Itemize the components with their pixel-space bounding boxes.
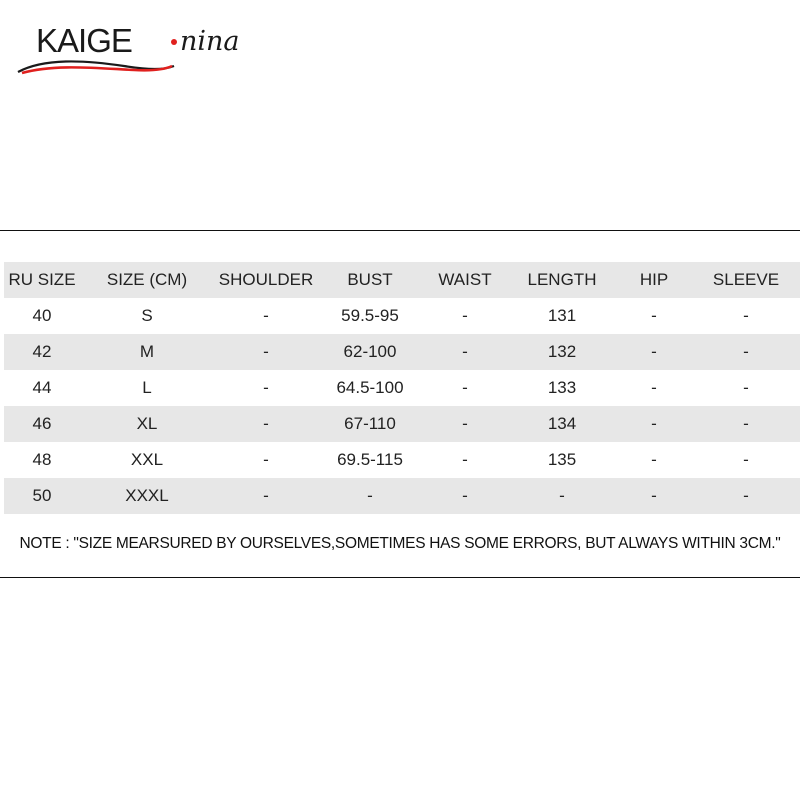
cell-hip: - [651,414,657,433]
cell-ru-size: 50 [32,486,52,505]
cell-bust: 69.5-115 [337,450,403,469]
cell-bust: 67-110 [344,414,396,433]
cell-length: 135 [547,450,577,469]
cell-length: 133 [547,378,577,397]
cell-ru-size: 42 [32,342,52,361]
cell-waist: - [462,342,468,361]
header-length: LENGTH [527,270,597,289]
table-row [4,406,800,442]
cell-bust: 59.5-95 [341,306,399,325]
table-row [4,370,800,406]
measurement-note: NOTE : "SIZE MEARSURED BY OURSELVES,SOMETIMES HAS SOME ERRORS, BUT ALWAYS WITHIN 3CM." [19,535,781,552]
header-shoulder: SHOULDER [218,270,314,289]
cell-sleeve: - [743,342,749,361]
cell-waist: - [462,306,468,325]
brand-name-sub: nina [180,26,240,57]
bottom-divider [0,577,800,578]
cell-sleeve: - [743,306,749,325]
cell-size-cm: L [142,378,152,397]
header-sleeve: SLEEVE [712,270,780,289]
cell-ru-size: 40 [32,306,52,325]
header-size-cm: SIZE (CM) [106,270,188,289]
cell-ru-size: 46 [32,414,52,433]
cell-ru-size: 44 [32,378,52,397]
table-row [4,334,800,370]
cell-waist: - [462,450,468,469]
table-header-row [4,262,800,298]
cell-bust: - [367,486,373,505]
cell-sleeve: - [743,450,749,469]
cell-bust: 62-100 [343,342,397,361]
cell-length: - [559,486,565,505]
cell-hip: - [651,450,657,469]
cell-shoulder: - [263,486,269,505]
cell-length: 132 [547,342,577,361]
cell-sleeve: - [743,486,749,505]
cell-shoulder: - [263,306,269,325]
cell-sleeve: - [743,414,749,433]
brand-name-main: KAIGE [36,22,132,59]
top-divider [0,230,800,231]
table-row [4,298,800,334]
cell-shoulder: - [263,414,269,433]
cell-size-cm: S [141,306,153,325]
cell-hip: - [651,306,657,325]
header-ru-size: RU SIZE [8,270,76,289]
cell-length: 134 [547,414,577,433]
cell-bust: 64.5-100 [336,378,404,397]
cell-waist: - [462,378,468,397]
header-bust: BUST [347,270,393,289]
cell-waist: - [462,486,468,505]
cell-shoulder: - [263,342,269,361]
size-chart-table [4,262,800,514]
cell-waist: - [462,414,468,433]
cell-size-cm: M [139,342,155,361]
table-row [4,442,800,478]
cell-size-cm: XXL [130,450,164,469]
cell-size-cm: XXXL [125,486,169,505]
cell-shoulder: - [263,378,269,397]
header-hip: HIP [639,270,669,289]
cell-hip: - [651,486,657,505]
table-row [4,478,800,514]
cell-hip: - [651,378,657,397]
header-waist: WAIST [438,270,492,289]
cell-ru-size: 48 [32,450,52,469]
brand-logo [14,18,254,76]
cell-shoulder: - [263,450,269,469]
cell-hip: - [651,342,657,361]
brand-dot [171,39,177,45]
cell-size-cm: XL [136,414,158,433]
cell-sleeve: - [743,378,749,397]
cell-length: 131 [547,306,577,325]
